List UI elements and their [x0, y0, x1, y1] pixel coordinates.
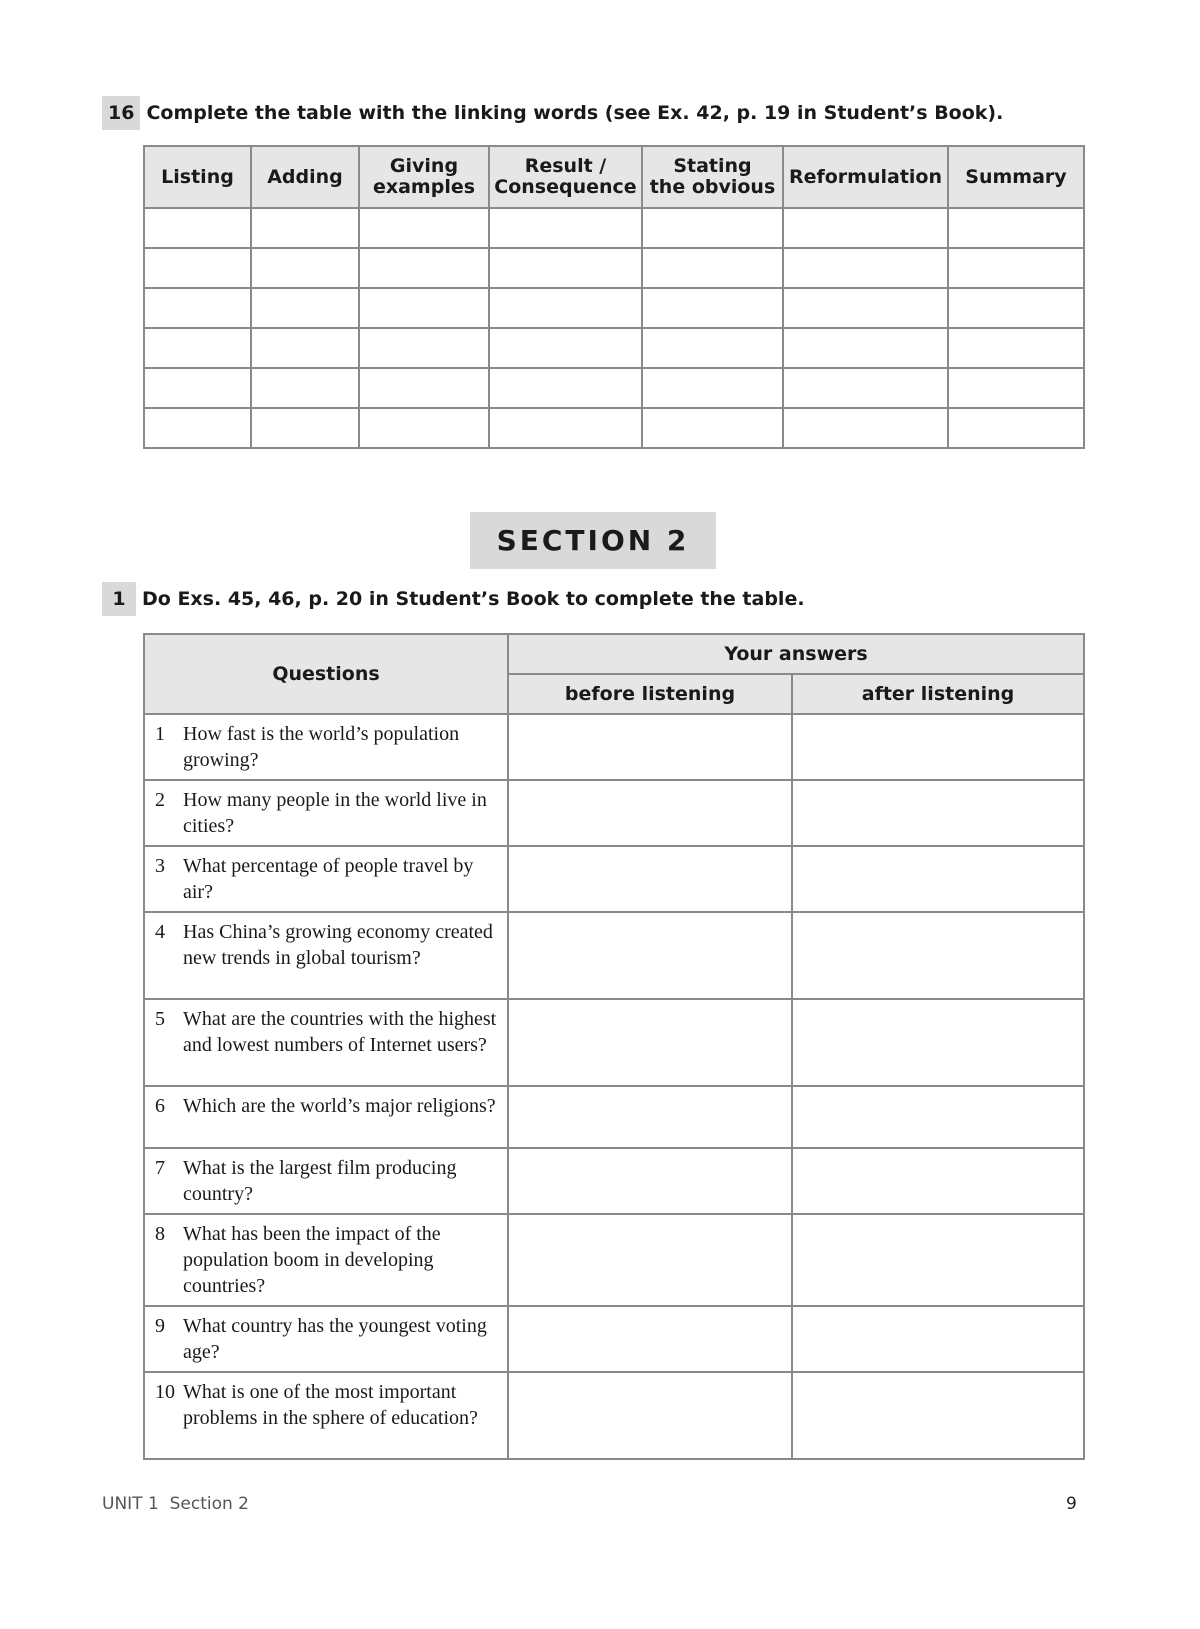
- before-listening-cell[interactable]: [508, 1086, 792, 1148]
- question-cell: [144, 1372, 508, 1459]
- column-header-line: Listing: [161, 165, 234, 188]
- answer-cell[interactable]: [948, 288, 1084, 328]
- footer-unit: UNIT 1: [102, 1494, 159, 1514]
- table-row: [144, 248, 1084, 288]
- question-number: 10: [155, 1381, 175, 1403]
- answer-cell[interactable]: [144, 368, 251, 408]
- question-cell: [144, 1086, 508, 1148]
- column-header: [642, 146, 783, 208]
- question-row: [144, 1148, 1084, 1214]
- answer-cell[interactable]: [642, 408, 783, 448]
- column-header-line: Reformulation: [788, 165, 943, 188]
- column-header: [144, 146, 251, 208]
- question-text: What is the largest film producing country?: [183, 1157, 457, 1205]
- column-header-line: Adding: [267, 165, 343, 188]
- column-header-line: examples: [372, 176, 476, 198]
- question-text: What are the countries with the highest and lowest numbers of Internet users?: [183, 1008, 497, 1056]
- question-number: 6: [155, 1095, 165, 1117]
- answer-cell[interactable]: [144, 208, 251, 248]
- exercise-1-heading: [102, 582, 805, 616]
- answer-cell[interactable]: [783, 328, 948, 368]
- after-listening-cell[interactable]: [792, 1214, 1084, 1306]
- answer-cell[interactable]: [642, 368, 783, 408]
- question-row: [144, 999, 1084, 1086]
- question-text: What country has the youngest voting age?: [183, 1315, 487, 1363]
- before-listening-cell[interactable]: [508, 1306, 792, 1372]
- exercise-number: 1: [102, 582, 136, 616]
- answer-cell[interactable]: [783, 408, 948, 448]
- column-header-line: Consequence: [494, 176, 637, 198]
- before-listening-cell[interactable]: [508, 1148, 792, 1214]
- answer-cell[interactable]: [642, 328, 783, 368]
- answer-cell[interactable]: [948, 408, 1084, 448]
- exercise-number: 16: [102, 96, 140, 130]
- answer-cell[interactable]: [783, 208, 948, 248]
- question-number: 4: [155, 921, 165, 943]
- answer-cell[interactable]: [251, 328, 359, 368]
- linking-words-table: [143, 145, 1085, 449]
- answer-cell[interactable]: [489, 408, 642, 448]
- answer-cell[interactable]: [251, 288, 359, 328]
- column-header: [489, 146, 642, 208]
- table-row: [144, 368, 1084, 408]
- answer-cell[interactable]: [359, 208, 489, 248]
- question-text: Which are the world’s major religions?: [183, 1095, 496, 1117]
- question-number: 2: [155, 789, 165, 811]
- question-row: [144, 1372, 1084, 1459]
- section-title: SECTION 2: [470, 512, 716, 569]
- question-row: [144, 714, 1084, 780]
- answer-cell[interactable]: [948, 248, 1084, 288]
- after-listening-cell[interactable]: [792, 999, 1084, 1086]
- questions-header: Questions: [144, 634, 508, 714]
- answer-cell[interactable]: [642, 248, 783, 288]
- question-text: How many people in the world live in cities?: [183, 789, 487, 837]
- answer-cell[interactable]: [642, 288, 783, 328]
- answer-cell[interactable]: [251, 368, 359, 408]
- column-header-line: Stating: [673, 155, 752, 177]
- table-row: [144, 208, 1084, 248]
- before-listening-cell[interactable]: [508, 912, 792, 999]
- after-listening-cell[interactable]: [792, 1372, 1084, 1459]
- answer-cell[interactable]: [948, 208, 1084, 248]
- question-number: 5: [155, 1008, 165, 1030]
- question-text: What is one of the most important problems in the sphere of education?: [183, 1381, 478, 1429]
- footer-section: Section 2: [169, 1494, 249, 1514]
- answer-cell[interactable]: [144, 248, 251, 288]
- question-row: [144, 780, 1084, 846]
- answer-cell[interactable]: [359, 408, 489, 448]
- after-listening-cell[interactable]: [792, 912, 1084, 999]
- question-cell: [144, 999, 508, 1086]
- answer-cell[interactable]: [489, 248, 642, 288]
- table-header-row: [144, 146, 1084, 208]
- before-listening-cell[interactable]: [508, 1372, 792, 1459]
- column-header: [783, 146, 948, 208]
- answer-cell[interactable]: [251, 248, 359, 288]
- exercise-instruction: Do Exs. 45, 46, p. 20 in Student’s Book to complete the table.: [142, 588, 805, 610]
- column-header: [359, 146, 489, 208]
- before-listening-cell[interactable]: [508, 999, 792, 1086]
- column-header-line: Result /: [524, 155, 607, 177]
- answer-cell[interactable]: [948, 328, 1084, 368]
- after-listening-header: after listening: [792, 674, 1084, 714]
- question-number: 1: [155, 723, 165, 745]
- table-header-row: [144, 634, 1084, 674]
- answer-cell[interactable]: [489, 208, 642, 248]
- answer-cell[interactable]: [144, 288, 251, 328]
- answer-cell[interactable]: [359, 368, 489, 408]
- question-number: 9: [155, 1315, 165, 1337]
- question-number: 3: [155, 855, 165, 877]
- column-header-line: Summary: [965, 165, 1067, 188]
- answer-cell[interactable]: [489, 328, 642, 368]
- after-listening-cell[interactable]: [792, 1306, 1084, 1372]
- answer-cell[interactable]: [783, 368, 948, 408]
- answer-cell[interactable]: [144, 408, 251, 448]
- question-text: What has been the impact of the population boom in developing countries?: [183, 1223, 441, 1297]
- questions-table: [143, 633, 1085, 1460]
- question-text: Has China’s growing economy created new trends in global tourism?: [183, 921, 493, 969]
- question-number: 8: [155, 1223, 165, 1245]
- answer-cell[interactable]: [359, 248, 489, 288]
- answer-cell[interactable]: [489, 288, 642, 328]
- exercise-16-heading: [102, 96, 1003, 130]
- after-listening-cell[interactable]: [792, 714, 1084, 780]
- before-listening-cell[interactable]: [508, 846, 792, 912]
- question-row: [144, 1086, 1084, 1148]
- table-row: [144, 328, 1084, 368]
- answer-cell[interactable]: [489, 368, 642, 408]
- column-header: [948, 146, 1084, 208]
- answer-cell[interactable]: [144, 328, 251, 368]
- before-listening-header: before listening: [508, 674, 792, 714]
- answer-cell[interactable]: [642, 208, 783, 248]
- answer-cell[interactable]: [251, 208, 359, 248]
- question-text: What percentage of people travel by air?: [183, 855, 474, 903]
- question-cell: [144, 1306, 508, 1372]
- column-header: [251, 146, 359, 208]
- answer-cell[interactable]: [948, 368, 1084, 408]
- question-text: How fast is the world’s population growing?: [183, 723, 460, 771]
- column-header-line: the obvious: [649, 176, 776, 198]
- answer-cell[interactable]: [783, 248, 948, 288]
- after-listening-cell[interactable]: [792, 780, 1084, 846]
- question-number: 7: [155, 1157, 165, 1179]
- question-cell: [144, 846, 508, 912]
- question-row: [144, 846, 1084, 912]
- page-number: 9: [1066, 1494, 1077, 1514]
- question-cell: [144, 1214, 508, 1306]
- question-cell: [144, 912, 508, 999]
- your-answers-header: Your answers: [508, 634, 1084, 674]
- question-row: [144, 912, 1084, 999]
- answer-cell[interactable]: [251, 408, 359, 448]
- before-listening-cell[interactable]: [508, 780, 792, 846]
- question-row: [144, 1214, 1084, 1306]
- footer-unit-section: [102, 1494, 249, 1514]
- question-cell: [144, 780, 508, 846]
- after-listening-cell[interactable]: [792, 1086, 1084, 1148]
- table-row: [144, 288, 1084, 328]
- before-listening-cell[interactable]: [508, 714, 792, 780]
- answer-cell[interactable]: [783, 288, 948, 328]
- before-listening-cell[interactable]: [508, 1214, 792, 1306]
- after-listening-cell[interactable]: [792, 846, 1084, 912]
- table-row: [144, 408, 1084, 448]
- question-cell: [144, 1148, 508, 1214]
- column-header-line: Giving: [389, 155, 459, 177]
- exercise-instruction: Complete the table with the linking words (see Ex. 42, p. 19 in Student’s Book).: [146, 102, 1004, 124]
- after-listening-cell[interactable]: [792, 1148, 1084, 1214]
- answer-cell[interactable]: [359, 328, 489, 368]
- question-cell: [144, 714, 508, 780]
- answer-cell[interactable]: [359, 288, 489, 328]
- question-row: [144, 1306, 1084, 1372]
